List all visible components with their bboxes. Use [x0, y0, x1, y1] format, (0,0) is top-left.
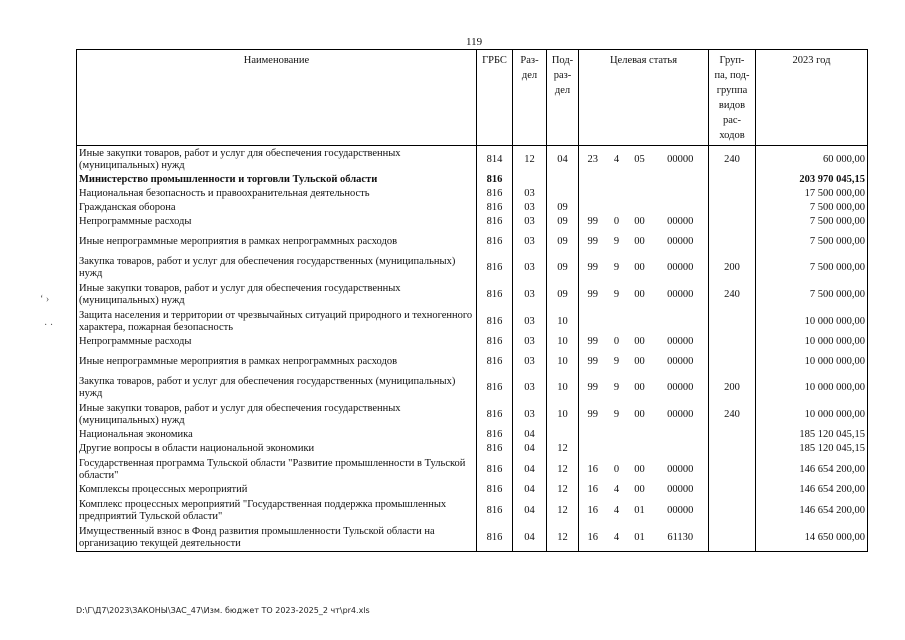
- razdel-cell: 03: [513, 281, 547, 308]
- table-row: [77, 254, 868, 281]
- target-program-cell: 99: [579, 281, 607, 308]
- budget-table: [76, 49, 868, 552]
- table-row: [77, 497, 868, 524]
- target-subprogram-cell: [607, 428, 627, 442]
- group-cell: [709, 428, 756, 442]
- podrazdel-cell: 09: [547, 281, 579, 308]
- target-direction-cell: 61130: [653, 524, 709, 552]
- target-event-cell: 00: [634, 484, 645, 495]
- podrazdel-cell: 10: [547, 308, 579, 335]
- target-direction-cell: 00000: [653, 374, 709, 401]
- razdel-cell: 04: [513, 456, 547, 483]
- name-cell: Министерство промышленности и торговли Тульской области: [77, 173, 477, 187]
- target-event-cell: [627, 173, 653, 187]
- name-cell: Комплексы процессных мероприятий: [77, 483, 477, 497]
- podrazdel-cell: 10: [547, 401, 579, 428]
- target-direction-cell: 00000: [653, 146, 709, 174]
- podrazdel-cell: 12: [547, 497, 579, 524]
- target-subprogram-cell: [607, 308, 627, 335]
- amount-cell: 146 654 200,00: [756, 456, 868, 483]
- group-cell: [709, 229, 756, 254]
- razdel-cell: 03: [513, 229, 547, 254]
- target-program-cell: 16: [579, 483, 607, 497]
- table-row: [77, 229, 868, 254]
- target-event-cell: [627, 201, 653, 215]
- razdel-cell: 03: [513, 335, 547, 349]
- file-path-footer: D:\Г\Д7\2023\ЗАКОНЫ\ЗАС_47\Изм. бюджет ТО 2023-2025_2 чт\pr4.xls: [76, 606, 370, 615]
- name-cell: Гражданская оборона: [77, 201, 477, 215]
- target-program-cell: 23: [579, 146, 607, 174]
- target-subprogram-cell: [607, 187, 627, 201]
- target-subprogram-cell: 4: [613, 153, 620, 165]
- target-event-cell: 00: [634, 355, 645, 367]
- table-row: [77, 308, 868, 335]
- target-event-cell: 00: [634, 336, 645, 347]
- grbs-cell: 816: [477, 349, 513, 374]
- scan-mark: · ·: [44, 320, 54, 331]
- target-program-cell: 16: [579, 456, 607, 483]
- target-subprogram-cell: 4: [613, 504, 620, 516]
- grbs-cell: 816: [477, 483, 513, 497]
- razdel-cell: 03: [513, 201, 547, 215]
- group-cell: [709, 187, 756, 201]
- target-direction-cell: 00000: [653, 497, 709, 524]
- podrazdel-cell: [547, 187, 579, 201]
- target-direction-cell: 00000: [653, 483, 709, 497]
- razdel-cell: 04: [513, 442, 547, 456]
- podrazdel-cell: 09: [547, 254, 579, 281]
- podrazdel-cell: 10: [547, 374, 579, 401]
- table-row: [77, 456, 868, 483]
- name-cell: Закупка товаров, работ и услуг для обеспечения государственных (муниципальных) нужд: [77, 254, 477, 281]
- target-event-cell: 05: [634, 153, 645, 165]
- amount-cell: 10 000 000,00: [756, 374, 868, 401]
- razdel-cell: 04: [513, 483, 547, 497]
- target-direction-cell: 00000: [653, 401, 709, 428]
- razdel-cell: 03: [513, 374, 547, 401]
- podrazdel-cell: 12: [547, 483, 579, 497]
- razdel-cell: 03: [513, 215, 547, 229]
- razdel-cell: 03: [513, 254, 547, 281]
- amount-cell: 10 000 000,00: [756, 401, 868, 428]
- target-event-cell: 00: [634, 261, 645, 273]
- table-row: [77, 281, 868, 308]
- podrazdel-cell: 10: [547, 335, 579, 349]
- table-row: [77, 146, 868, 174]
- group-cell: [709, 308, 756, 335]
- amount-cell: 185 120 045,15: [756, 428, 868, 442]
- target-event-cell: 01: [634, 504, 645, 516]
- grbs-cell: 816: [477, 308, 513, 335]
- name-cell: Иные непрограммные мероприятия в рамках непрограммных расходов: [77, 349, 477, 374]
- group-cell: [709, 524, 756, 552]
- grbs-cell: 816: [477, 524, 513, 552]
- name-cell: Непрограммные расходы: [77, 335, 477, 349]
- name-cell: Национальная экономика: [77, 428, 477, 442]
- table-body: [77, 146, 868, 552]
- target-event-cell: [627, 442, 653, 456]
- page-number: 119: [466, 36, 483, 48]
- target-subprogram-cell: 9: [613, 355, 620, 367]
- name-cell: Непрограммные расходы: [77, 215, 477, 229]
- grbs-cell: 816: [477, 456, 513, 483]
- amount-cell: 7 500 000,00: [756, 201, 868, 215]
- target-direction-cell: [653, 442, 709, 456]
- target-subprogram-cell: 0: [613, 336, 620, 347]
- amount-cell: 10 000 000,00: [756, 308, 868, 335]
- target-direction-cell: [653, 173, 709, 187]
- grbs-cell: 816: [477, 401, 513, 428]
- grbs-cell: 816: [477, 281, 513, 308]
- target-event-cell: 00: [634, 288, 645, 300]
- table-row: [77, 524, 868, 552]
- target-event-cell: 00: [634, 408, 645, 420]
- table-row: [77, 215, 868, 229]
- target-program-cell: 99: [579, 229, 607, 254]
- amount-cell: 146 654 200,00: [756, 497, 868, 524]
- target-event-cell: [627, 187, 653, 201]
- razdel-cell: [513, 173, 547, 187]
- target-direction-cell: 00000: [653, 456, 709, 483]
- name-cell: Иные закупки товаров, работ и услуг для обеспечения государственных (муниципальных) нужд: [77, 281, 477, 308]
- amount-cell: 7 500 000,00: [756, 215, 868, 229]
- grbs-cell: 816: [477, 173, 513, 187]
- group-cell: [709, 173, 756, 187]
- razdel-cell: 03: [513, 401, 547, 428]
- target-subprogram-cell: 0: [613, 463, 620, 475]
- name-cell: Защита населения и территории от чрезвычайных ситуаций природного и техногенного характера, пожарная безопасность: [77, 308, 477, 335]
- target-direction-cell: 00000: [653, 335, 709, 349]
- group-cell: 240: [709, 281, 756, 308]
- grbs-cell: 816: [477, 335, 513, 349]
- amount-cell: 10 000 000,00: [756, 349, 868, 374]
- header-group: Груп- па, под- группа видов рас- ходов: [709, 50, 756, 146]
- group-cell: [709, 335, 756, 349]
- scan-mark: ʻ ›: [40, 294, 50, 305]
- name-cell: Другие вопросы в области национальной экономики: [77, 442, 477, 456]
- razdel-cell: 04: [513, 497, 547, 524]
- table-row: [77, 428, 868, 442]
- target-subprogram-cell: 9: [613, 408, 620, 420]
- group-cell: 200: [709, 254, 756, 281]
- podrazdel-cell: 12: [547, 456, 579, 483]
- target-program-cell: 99: [579, 374, 607, 401]
- target-program-cell: [579, 173, 607, 187]
- table-row: [77, 201, 868, 215]
- name-cell: Национальная безопасность и правоохранительная деятельность: [77, 187, 477, 201]
- amount-cell: 7 500 000,00: [756, 254, 868, 281]
- podrazdel-cell: 04: [547, 146, 579, 174]
- amount-cell: 203 970 045,15: [756, 173, 868, 187]
- target-program-cell: 16: [579, 524, 607, 552]
- target-event-cell: 00: [634, 235, 645, 247]
- target-event-cell: 00: [634, 216, 645, 227]
- group-cell: [709, 349, 756, 374]
- group-cell: [709, 215, 756, 229]
- group-cell: [709, 497, 756, 524]
- name-cell: Комплекс процессных мероприятий "Государственная поддержка промышленных предприятий Тульской области": [77, 497, 477, 524]
- target-direction-cell: [653, 187, 709, 201]
- grbs-cell: 816: [477, 497, 513, 524]
- target-program-cell: [579, 428, 607, 442]
- target-subprogram-cell: [607, 442, 627, 456]
- table-row: [77, 335, 868, 349]
- podrazdel-cell: 10: [547, 349, 579, 374]
- table-row: [77, 374, 868, 401]
- target-subprogram-cell: [607, 173, 627, 187]
- target-program-cell: 99: [579, 401, 607, 428]
- group-cell: 200: [709, 374, 756, 401]
- amount-cell: 60 000,00: [756, 146, 868, 174]
- amount-cell: 14 650 000,00: [756, 524, 868, 552]
- razdel-cell: 12: [513, 146, 547, 174]
- grbs-cell: 816: [477, 215, 513, 229]
- name-cell: Иные закупки товаров, работ и услуг для обеспечения государственных (муниципальных) нужд: [77, 401, 477, 428]
- podrazdel-cell: 12: [547, 524, 579, 552]
- target-event-cell: [627, 428, 653, 442]
- group-cell: [709, 456, 756, 483]
- name-cell: Иные непрограммные мероприятия в рамках непрограммных расходов: [77, 229, 477, 254]
- amount-cell: 17 500 000,00: [756, 187, 868, 201]
- target-subprogram-cell: 9: [613, 288, 620, 300]
- grbs-cell: 816: [477, 428, 513, 442]
- target-subprogram-cell: 0: [613, 216, 620, 227]
- target-program-cell: 16: [579, 497, 607, 524]
- grbs-cell: 816: [477, 442, 513, 456]
- razdel-cell: 03: [513, 187, 547, 201]
- amount-cell: 146 654 200,00: [756, 483, 868, 497]
- razdel-cell: 03: [513, 349, 547, 374]
- table-row: [77, 442, 868, 456]
- header-target: Целевая статья: [579, 50, 709, 146]
- razdel-cell: 04: [513, 524, 547, 552]
- target-event-cell: 00: [634, 463, 645, 475]
- amount-cell: 185 120 045,15: [756, 442, 868, 456]
- target-direction-cell: 00000: [653, 215, 709, 229]
- podrazdel-cell: 09: [547, 201, 579, 215]
- podrazdel-cell: [547, 428, 579, 442]
- group-cell: [709, 442, 756, 456]
- name-cell: Закупка товаров, работ и услуг для обеспечения государственных (муниципальных) нужд: [77, 374, 477, 401]
- header-name: Наименование: [77, 50, 477, 146]
- group-cell: 240: [709, 146, 756, 174]
- podrazdel-cell: [547, 173, 579, 187]
- target-event-cell: [627, 308, 653, 335]
- target-direction-cell: [653, 201, 709, 215]
- header-podrazdel: Под- раз- дел: [547, 50, 579, 146]
- target-event-cell: 01: [627, 524, 653, 552]
- podrazdel-cell: 12: [547, 442, 579, 456]
- target-program-cell: 99: [579, 215, 607, 229]
- amount-cell: 10 000 000,00: [756, 335, 868, 349]
- grbs-cell: 814: [477, 146, 513, 174]
- table-row: [77, 187, 868, 201]
- target-subprogram-cell: 4: [613, 484, 620, 495]
- target-subprogram-cell: [607, 201, 627, 215]
- table-row: [77, 483, 868, 497]
- target-program-cell: [579, 442, 607, 456]
- header-razdel: Раз- дел: [513, 50, 547, 146]
- table-row: [77, 349, 868, 374]
- header-year: 2023 год: [756, 50, 868, 146]
- group-cell: [709, 483, 756, 497]
- header-grbs: ГРБС: [477, 50, 513, 146]
- name-cell: Государственная программа Тульской области "Развитие промышленности в Тульской области": [77, 456, 477, 483]
- target-subprogram-cell: 9: [613, 381, 620, 393]
- target-subprogram-cell: 9: [613, 235, 620, 247]
- target-direction-cell: 00000: [653, 349, 709, 374]
- target-program-cell: [579, 308, 607, 335]
- grbs-cell: 816: [477, 374, 513, 401]
- target-subprogram-cell: 4: [607, 524, 627, 552]
- amount-cell: 7 500 000,00: [756, 281, 868, 308]
- target-event-cell: 00: [634, 381, 645, 393]
- razdel-cell: 04: [513, 428, 547, 442]
- target-direction-cell: [653, 428, 709, 442]
- table-row: [77, 401, 868, 428]
- group-cell: 240: [709, 401, 756, 428]
- name-cell: Имущественный взнос в Фонд развития промышленности Тульской области на организацию текущей деятельности: [77, 524, 477, 552]
- podrazdel-cell: 09: [547, 229, 579, 254]
- podrazdel-cell: 09: [547, 215, 579, 229]
- table-row: [77, 173, 868, 187]
- target-program-cell: [579, 187, 607, 201]
- name-cell: Иные закупки товаров, работ и услуг для обеспечения государственных (муниципальных) нужд: [77, 146, 477, 174]
- table-header-row: [77, 50, 868, 146]
- amount-cell: 7 500 000,00: [756, 229, 868, 254]
- target-direction-cell: [653, 308, 709, 335]
- target-direction-cell: 00000: [653, 229, 709, 254]
- target-program-cell: 99: [579, 254, 607, 281]
- grbs-cell: 816: [477, 254, 513, 281]
- grbs-cell: 816: [477, 201, 513, 215]
- target-direction-cell: 00000: [653, 254, 709, 281]
- target-program-cell: 99: [579, 335, 607, 349]
- target-subprogram-cell: 9: [613, 261, 620, 273]
- target-program-cell: [579, 201, 607, 215]
- grbs-cell: 816: [477, 229, 513, 254]
- target-direction-cell: 00000: [653, 281, 709, 308]
- target-program-cell: 99: [579, 349, 607, 374]
- razdel-cell: 03: [513, 308, 547, 335]
- group-cell: [709, 201, 756, 215]
- grbs-cell: 816: [477, 187, 513, 201]
